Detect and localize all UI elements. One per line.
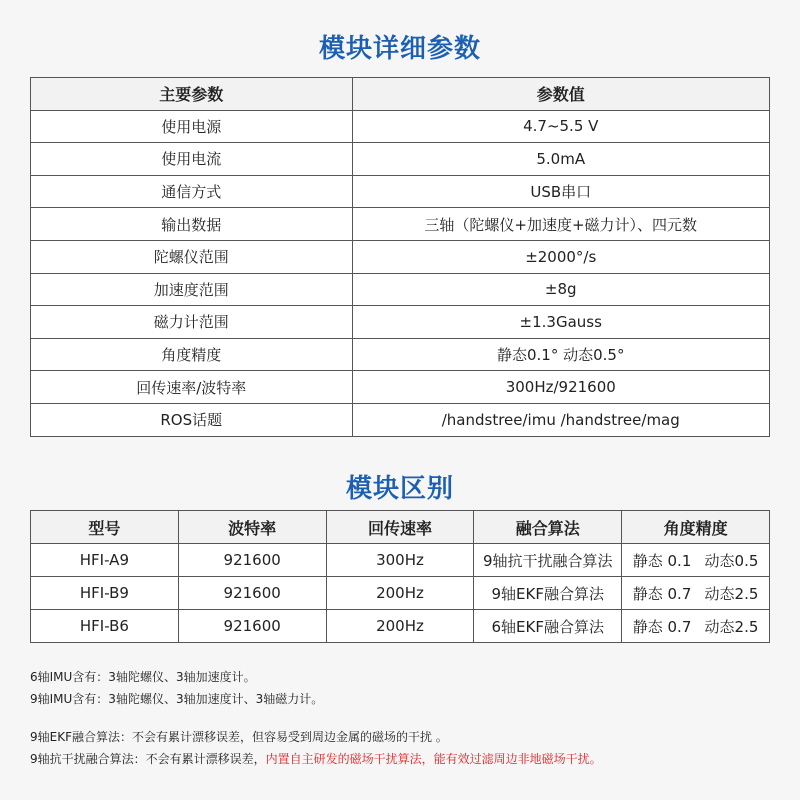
param-name: ROS话题: [31, 403, 353, 436]
header-algo: 融合算法: [474, 511, 622, 544]
table-row: [31, 208, 770, 241]
model-accuracy: [622, 577, 770, 610]
model-rate: 200Hz: [326, 610, 474, 643]
table-row: [31, 240, 770, 273]
accuracy-dynamic: 动态2.5: [704, 584, 759, 603]
param-value: 静态0.1° 动态0.5°: [352, 338, 770, 371]
model-name: HFI-A9: [31, 544, 179, 577]
param-name: 使用电流: [31, 143, 353, 176]
table-row: [31, 143, 770, 176]
param-name: 角度精度: [31, 338, 353, 371]
table-row: [31, 577, 770, 610]
param-name: 回传速率/波特率: [31, 371, 353, 404]
model-algo: 9轴EKF融合算法: [474, 577, 622, 610]
params-table: [30, 77, 770, 437]
model-name: HFI-B6: [31, 610, 179, 643]
model-rate: 300Hz: [326, 544, 474, 577]
param-value: 三轴（陀螺仪+加速度+磁力计）、四元数: [352, 208, 770, 241]
accuracy-static: 静态 0.1: [632, 551, 692, 570]
model-algo: 9轴抗干扰融合算法: [474, 544, 622, 577]
table-row: [31, 306, 770, 339]
param-name: 加速度范围: [31, 273, 353, 306]
param-value: ±8g: [352, 273, 770, 306]
header-accuracy: 角度精度: [622, 511, 770, 544]
model-baud: 921600: [178, 544, 326, 577]
note-anti-prefix: 9轴抗干扰融合算法：不会有累计漂移误差，: [30, 752, 266, 766]
table-row: [31, 544, 770, 577]
param-value: 5.0mA: [352, 143, 770, 176]
models-table: [30, 510, 770, 643]
table-row: [31, 273, 770, 306]
param-value: ±2000°/s: [352, 240, 770, 273]
param-name: 输出数据: [31, 208, 353, 241]
param-value: 300Hz/921600: [352, 371, 770, 404]
model-name: HFI-B9: [31, 577, 179, 610]
models-title: 模块区别: [345, 474, 454, 504]
header-model: 型号: [31, 511, 179, 544]
table-row: [31, 610, 770, 643]
header-baud: 波特率: [178, 511, 326, 544]
model-rate: 200Hz: [326, 577, 474, 610]
params-header-row: [31, 78, 770, 111]
models-header-row: [31, 511, 770, 544]
table-row: [31, 110, 770, 143]
model-accuracy: [622, 544, 770, 577]
params-header-name: 主要参数: [31, 78, 353, 111]
params-header-value: 参数值: [352, 78, 770, 111]
model-accuracy: [622, 610, 770, 643]
accuracy-dynamic: 动态2.5: [704, 617, 759, 636]
param-name: 通信方式: [31, 175, 353, 208]
model-baud: 921600: [178, 577, 326, 610]
model-baud: 921600: [178, 610, 326, 643]
param-name: 陀螺仪范围: [31, 240, 353, 273]
param-value: 4.7~5.5 V: [352, 110, 770, 143]
note-imu9: 9轴IMU含有：3轴陀螺仪、3轴加速度计、3轴磁力计。: [30, 692, 324, 706]
model-algo: 6轴EKF融合算法: [474, 610, 622, 643]
param-value: ±1.3Gauss: [352, 306, 770, 339]
table-row: [31, 371, 770, 404]
table-row: [31, 338, 770, 371]
imu-notes: [30, 668, 780, 712]
param-name: 使用电源: [31, 110, 353, 143]
header-rate: 回传速率: [326, 511, 474, 544]
note-imu6: 6轴IMU含有：3轴陀螺仪、3轴加速度计。: [30, 670, 256, 684]
table-row: [31, 403, 770, 436]
param-name: 磁力计范围: [31, 306, 353, 339]
algorithm-notes: [30, 728, 780, 772]
note-anti-highlight: 内置自主研发的磁场干扰算法，能有效过滤周边非地磁场干扰。: [265, 752, 602, 766]
note-ekf: 9轴EKF融合算法：不会有累计漂移误差，但容易受到周边金属的磁场的干扰 。: [30, 730, 448, 744]
param-value: /handstree/imu /handstree/mag: [352, 403, 770, 436]
accuracy-dynamic: 动态0.5: [704, 551, 759, 570]
accuracy-static: 静态 0.7: [632, 617, 692, 636]
table-row: [31, 175, 770, 208]
param-value: USB串口: [352, 175, 770, 208]
accuracy-static: 静态 0.7: [632, 584, 692, 603]
params-title: 模块详细参数: [318, 34, 481, 64]
note-anti-interference: [30, 750, 780, 768]
